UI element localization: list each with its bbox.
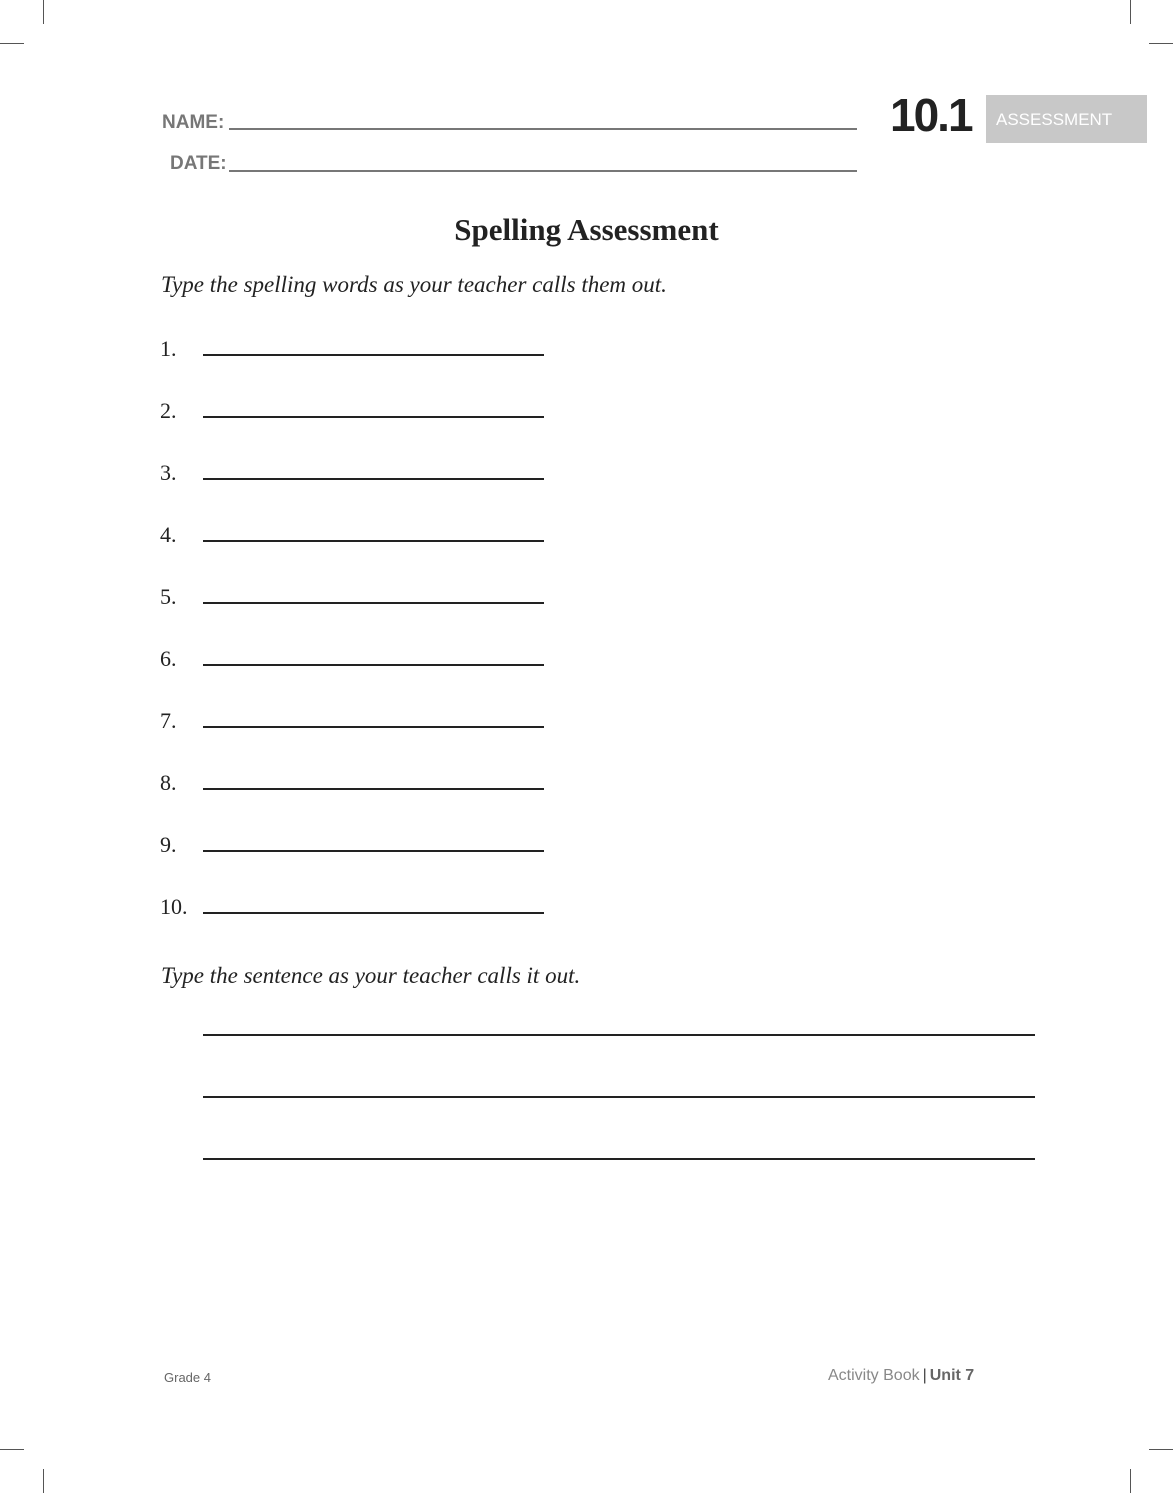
word-answer-line[interactable] bbox=[203, 726, 544, 728]
name-label: NAME: bbox=[162, 112, 225, 133]
crop-mark bbox=[43, 0, 44, 24]
word-answer-line[interactable] bbox=[203, 850, 544, 852]
sentence-line[interactable] bbox=[203, 1096, 1035, 1098]
word-answer-line[interactable] bbox=[203, 354, 544, 356]
word-item-number: 7. bbox=[160, 708, 177, 733]
worksheet-number: 10.1 bbox=[890, 89, 972, 141]
crop-mark bbox=[1149, 1449, 1173, 1450]
footer-book: Activity Book bbox=[828, 1367, 920, 1384]
worksheet-type-label: ASSESSMENT bbox=[996, 110, 1113, 129]
footer-grade: Grade 4 bbox=[164, 1370, 211, 1385]
word-item-number: 9. bbox=[160, 832, 177, 857]
word-item-number: 1. bbox=[160, 336, 177, 361]
footer-book-info bbox=[828, 1367, 974, 1385]
word-item-number: 2. bbox=[160, 398, 177, 423]
word-item-number: 6. bbox=[160, 646, 177, 671]
date-label: DATE: bbox=[170, 153, 227, 174]
crop-mark bbox=[1130, 0, 1131, 24]
footer-separator: | bbox=[922, 1367, 927, 1384]
word-answer-line[interactable] bbox=[203, 664, 544, 666]
word-item-number: 10. bbox=[160, 894, 188, 919]
word-answer-line[interactable] bbox=[203, 540, 544, 542]
page-title: Spelling Assessment bbox=[454, 212, 719, 247]
word-item-number: 8. bbox=[160, 770, 177, 795]
word-answer-line[interactable] bbox=[203, 788, 544, 790]
crop-mark bbox=[1130, 1469, 1131, 1493]
word-item-number: 3. bbox=[160, 460, 177, 485]
crop-mark bbox=[43, 1469, 44, 1493]
crop-mark bbox=[0, 43, 24, 44]
sentence-line[interactable] bbox=[203, 1158, 1035, 1160]
date-field[interactable] bbox=[229, 170, 857, 172]
sentence-instruction: Type the sentence as your teacher calls it out. bbox=[161, 963, 581, 988]
footer-unit: Unit 7 bbox=[929, 1367, 975, 1384]
word-item-number: 5. bbox=[160, 584, 177, 609]
name-field[interactable] bbox=[229, 128, 857, 130]
crop-mark bbox=[0, 1449, 24, 1450]
word-answer-line[interactable] bbox=[203, 478, 544, 480]
word-answer-line[interactable] bbox=[203, 416, 544, 418]
words-instruction: Type the spelling words as your teacher calls them out. bbox=[161, 272, 667, 297]
word-item-number: 4. bbox=[160, 522, 177, 547]
sentence-line[interactable] bbox=[203, 1034, 1035, 1036]
word-answer-line[interactable] bbox=[203, 602, 544, 604]
crop-mark bbox=[1149, 43, 1173, 44]
word-answer-line[interactable] bbox=[203, 912, 544, 914]
